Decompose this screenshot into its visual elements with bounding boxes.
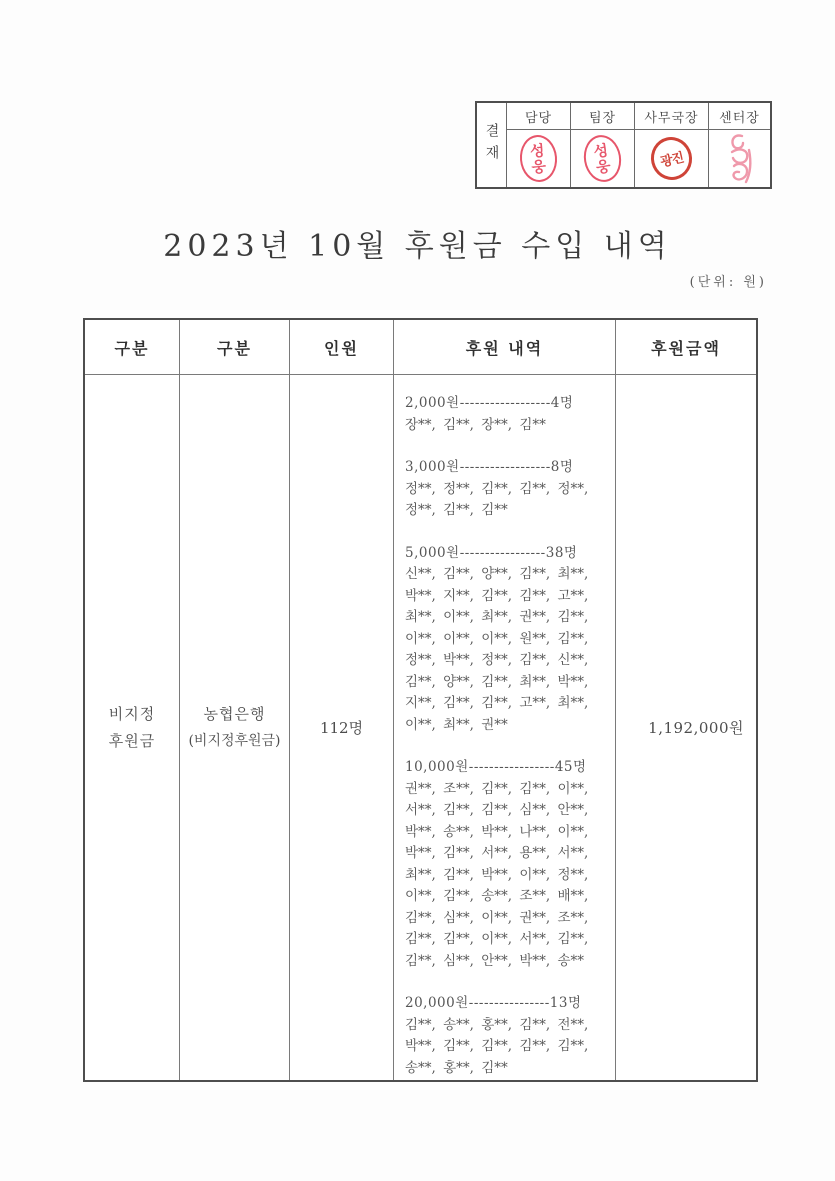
donation-section-5000 <box>405 543 588 737</box>
approval-label: 결재 <box>477 103 507 187</box>
name-line: 권**, 조**, 김**, 김**, 이**, <box>405 780 589 797</box>
name-line: 정**, 김**, 김** <box>405 502 508 518</box>
signature-stamp-icon <box>722 132 758 186</box>
amount-line: 2,000원------------------4명 <box>405 395 574 411</box>
amount-line: 5,000원-----------------38명 <box>405 544 578 561</box>
stamp-char: 성 <box>529 140 547 161</box>
approval-stamp-cell <box>571 130 635 187</box>
amount-line: 20,000원----------------13명 <box>405 995 582 1011</box>
approval-stamp-cell <box>507 130 571 187</box>
name-line: 최**, 김**, 박**, 이**, 정**, <box>405 866 589 883</box>
cell-source <box>180 375 290 1080</box>
name-line: 송**, 홍**, 김** <box>405 1059 508 1076</box>
name-line: 김**, 심**, 이**, 권**, 조**, <box>405 909 589 926</box>
header-category: 구분 <box>85 320 180 375</box>
approval-stamp-cell <box>709 130 770 187</box>
stamp-char: 성 <box>592 140 611 161</box>
name-line: 지**, 김**, 김**, 고**, 최**, <box>405 695 589 711</box>
name-line: 최**, 이**, 최**, 권**, 김**, <box>405 609 589 625</box>
name-line: 박**, 김**, 김**, 김**, 김**, <box>405 1038 589 1054</box>
cell-category <box>85 375 180 1080</box>
amount-line: 10,000원-----------------45명 <box>405 759 587 775</box>
stamp-char: 웅 <box>594 156 613 177</box>
donation-section-10000 <box>405 757 588 972</box>
name-line: 박**, 김**, 서**, 용**, 서**, <box>405 845 589 861</box>
approval-col-title-damdang: 담당 <box>507 103 571 130</box>
category-line: 후원금 <box>108 731 156 750</box>
stamp-char: 웅 <box>530 156 548 177</box>
name-line: 김**, 김**, 이**, 서**, 김**, <box>405 931 589 947</box>
name-seal-stamp: 광진 <box>647 133 697 184</box>
amount-line: 3,000원------------------8명 <box>405 459 574 475</box>
approval-col-title-samugukjang: 사무국장 <box>635 103 709 130</box>
header-amount: 후원금액 <box>616 320 756 375</box>
header-details: 후원 내역 <box>394 320 616 375</box>
source-line: (비지정후원금) <box>188 732 281 749</box>
cell-donation-details <box>394 375 616 1080</box>
name-line: 정**, 정**, 김**, 김**, 정**, <box>405 480 589 497</box>
name-line: 박**, 송**, 박**, 나**, 이**, <box>405 823 589 840</box>
donation-section-2000 <box>405 393 573 436</box>
name-seal-stamp <box>518 133 559 183</box>
approval-box <box>475 101 772 189</box>
donation-table <box>83 318 758 1082</box>
approval-col-title-timjang: 팀장 <box>571 103 635 130</box>
name-line: 신**, 김**, 양**, 김**, 최**, <box>405 566 589 582</box>
approval-col-title-senteojang: 센터장 <box>709 103 770 130</box>
name-line: 이**, 김**, 송**, 조**, 배**, <box>405 888 589 904</box>
name-line: 김**, 심**, 안**, 박**, 송** <box>405 952 585 969</box>
name-line: 박**, 지**, 김**, 김**, 고**, <box>405 587 589 604</box>
name-line: 장**, 김**, 장**, 김** <box>405 416 546 433</box>
source-line: 농협은행 <box>203 704 266 723</box>
page-title: 2023년 10월 후원금 수입 내역 <box>163 229 672 264</box>
name-seal-stamp <box>581 132 625 184</box>
header-source: 구분 <box>180 320 290 375</box>
cell-total-amount: 1,192,000원 <box>648 719 744 737</box>
name-line: 이**, 최**, 권** <box>405 716 508 733</box>
donation-section-20000 <box>405 993 588 1079</box>
unit-note: (단위: 원) <box>689 275 767 290</box>
approval-stamp-cell <box>635 130 709 187</box>
header-people: 인원 <box>290 320 394 375</box>
category-line: 비지정 <box>108 704 156 723</box>
donation-section-3000 <box>405 457 588 522</box>
name-line: 이**, 이**, 이**, 원**, 김**, <box>405 630 589 647</box>
name-line: 정**, 박**, 정**, 김**, 신**, <box>405 652 589 668</box>
name-line: 김**, 송**, 홍**, 김**, 전**, <box>405 1016 589 1033</box>
name-line: 서**, 김**, 김**, 심**, 안**, <box>405 802 589 818</box>
cell-people-count: 112명 <box>290 375 394 1080</box>
name-line: 김**, 양**, 김**, 최**, 박**, <box>405 673 589 690</box>
